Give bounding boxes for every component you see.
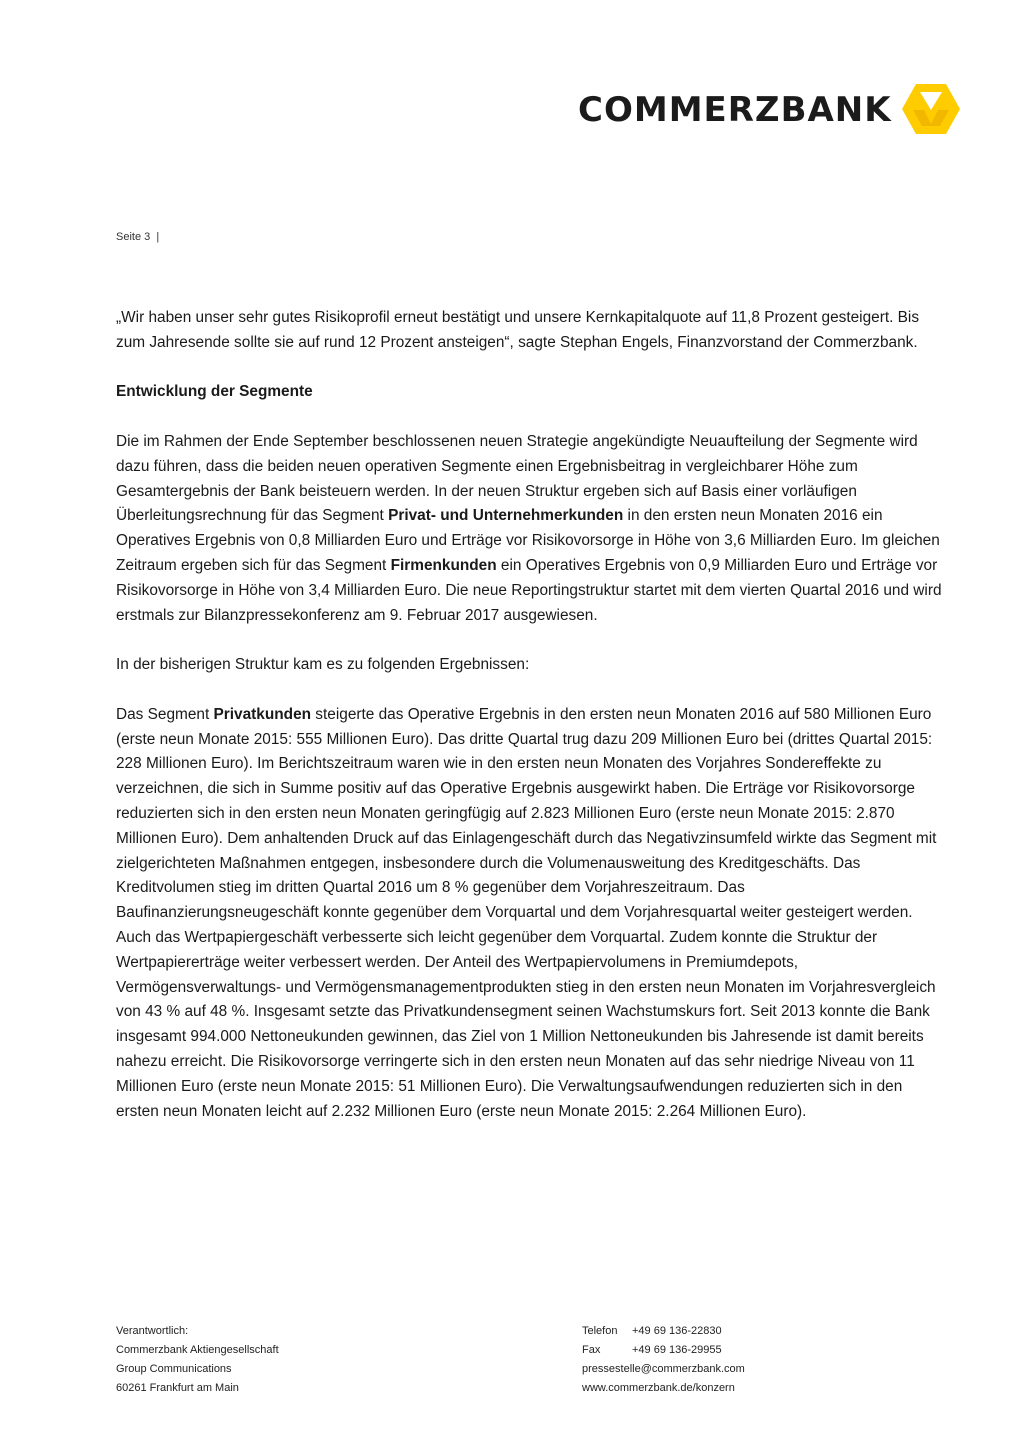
bold-segment-firmenkunden: Firmenkunden [390, 556, 497, 574]
page-label: Seite 3 [116, 231, 151, 243]
footer-address: 60261 Frankfurt am Main [116, 1382, 239, 1394]
footer-contact-left [116, 1322, 279, 1398]
phone-label: Telefon [582, 1325, 618, 1337]
fax-label: Fax [582, 1344, 601, 1356]
footer-company-name: Commerzbank Aktiengesellschaft [116, 1344, 279, 1356]
press-release-body [116, 306, 946, 1149]
footer-fax-row [582, 1341, 745, 1360]
segments-paragraph: Die im Rahmen der Ende September beschlossenen neuen Strategie angekündigte Neuaufteilung der Segmente wird dazu führen, dass die beiden neuen operativen Segmente einen Ergebnisbeitrag in vergleichbarer Höhe zum Gesamtergebnis der Bank beisteuern werden. In der neuen Struktur ergeben sich auf Basis einer vorläufigen Überleitungsrechnung für das Segment Privat- und Unternehmerkunden in den ersten neun Monaten 2016 ein Operatives Ergebnis von 0,8 Milliarden Euro und Erträge vor Risikovorsorge in Höhe von 3,6 Milliarden Euro. Im gleichen Zeitraum ergeben sich für das Segment Firmenkunden ein Operatives Ergebnis von 0,9 Milliarden Euro und Erträge vor Risikovorsorge in Höhe von 3,4 Milliarden Euro. Die neue Reportingstruktur startet mit dem vierten Quartal 2016 und wird erstmals zur Bilanzpressekonferenz am 9. Februar 2017 ausgewiesen. [116, 432, 942, 624]
footer-contact-right [582, 1322, 745, 1398]
footer-responsible-label: Verantwortlich: [116, 1325, 189, 1337]
footer-website-link[interactable]: www.commerzbank.de/konzern [582, 1382, 735, 1394]
bold-segment-privat-unternehmer: Privat- und Unternehmerkunden [388, 507, 624, 525]
structure-intro-paragraph: In der bisherigen Struktur kam es zu folgenden Ergebnissen: [116, 656, 530, 674]
footer-department: Group Communications [116, 1363, 232, 1375]
privatkunden-paragraph: Das Segment Privatkunden steigerte das Operative Ergebnis in den ersten neun Monaten 2016 auf 580 Millionen Euro (erste neun Monate 2015: 555 Millionen Euro). Das dritte Quartal trug dazu 209 Millionen Euro bei (drittes Quartal 2015: 228 Millionen Euro). Im Berichtszeitraum waren wie in den ersten neun Monaten des Vorjahres Sondereffekte zu verzeichnen, die sich in Summe positiv auf das Operative Ergebnis ausgewirkt haben. Die Erträge vor Risikovorsorge reduzierten sich in den ersten neun Monaten geringfügig auf 2.823 Millionen Euro (erste neun Monate 2015: 2.870 Millionen Euro). Dem anhaltenden Druck auf das Einlagengeschäft durch das Negativzinsumfeld wirkte das Segment mit zielgerichteten Maßnahmen entgegen, insbesondere durch die Volumenausweitung des Kreditgeschäfts. Das Kreditvolumen stieg im dritten Quartal 2016 um 8 % gegenüber dem Vorjahreszeitraum. Das Baufinanzierungsneugeschäft konnte gegenüber dem Vorquartal und dem Vorjahresquartal weiter gesteigert werden. Auch das Wertpapiergeschäft verbesserte sich leicht gegenüber dem Vorquartal. Zudem konnte die Struktur der Wertpapiererträge weiter verbessert werden. Der Anteil des Wertpapiervolumens in Premiumdepots, Vermögensverwaltungs- und Vermögensmanagementprodukten stieg in den ersten neun Monaten im Vorjahresvergleich von 43 % auf 48 %. Insgesamt setzte das Privatkundensegment seinen Wachstumskurs fort. Seit 2013 konnte die Bank insgesamt 994.000 Nettoneukunden gewinnen, das Ziel von 1 Million Nettoneukunden bis Jahresende ist damit bereits nahezu erreicht. Die Risikovorsorge verringerte sich in den ersten neun Monaten auf das sehr niedrige Niveau von 11 Millionen Euro (erste neun Monate 2015: 51 Millionen Euro). Die Verwaltungsaufwendungen reduzierten sich in den ersten neun Monaten leicht auf 2.232 Millionen Euro (erste neun Monate 2015: 2.264 Millionen Euro). [116, 705, 937, 1120]
section-heading: Entwicklung der Segmente [116, 383, 313, 401]
bold-segment-privatkunden: Privatkunden [213, 705, 312, 723]
footer-email-link[interactable]: pressestelle@commerzbank.com [582, 1363, 745, 1375]
quote-paragraph: „Wir haben unser sehr gutes Risikoprofil erneut bestätigt und unsere Kernkapitalquote auf 11,8 Prozent gesteigert. Bis zum Jahresende sollte sie auf rund 12 Prozent ansteigen“, sagte Stephan Engels, Finanzvorstand der Commerzbank. [116, 309, 920, 351]
page-separator: | [156, 231, 160, 243]
footer-phone-row [582, 1322, 745, 1341]
page-number [116, 231, 159, 243]
commerzbank-logo [578, 80, 962, 140]
phone-value: +49 69 136-22830 [632, 1325, 722, 1337]
commerzbank-ribbon-icon [900, 80, 962, 138]
fax-value: +49 69 136-29955 [632, 1344, 722, 1356]
logo-wordmark: COMMERZBANK [578, 90, 892, 130]
